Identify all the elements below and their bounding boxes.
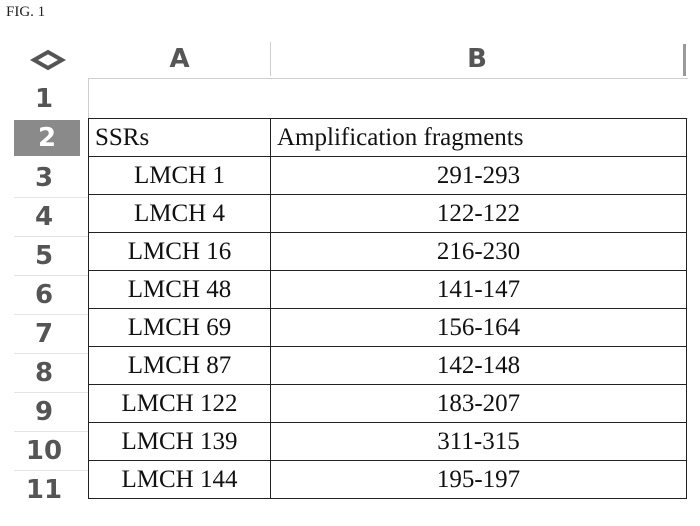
data-table xyxy=(88,118,687,499)
row-header-6[interactable]: 6 xyxy=(34,280,54,310)
table-row xyxy=(89,423,687,461)
cell-fragment[interactable]: 311-315 xyxy=(271,423,687,461)
cell-ssr[interactable]: LMCH 87 xyxy=(89,347,271,385)
row-header-divider xyxy=(14,197,88,198)
row-header-8[interactable]: 8 xyxy=(34,358,54,388)
cell-fragment[interactable]: 291-293 xyxy=(271,157,687,195)
row-header-4[interactable]: 4 xyxy=(34,202,54,232)
column-header-b[interactable]: B xyxy=(467,44,487,74)
row-header-divider xyxy=(14,431,88,432)
header-divider xyxy=(88,78,688,79)
cell-ssr[interactable]: LMCH 122 xyxy=(89,385,271,423)
row-header-divider xyxy=(14,392,88,393)
table-header-row xyxy=(89,119,687,157)
table-row xyxy=(89,385,687,423)
cell-fragment[interactable]: 141-147 xyxy=(271,271,687,309)
diamond-select-all-icon[interactable] xyxy=(30,47,66,73)
table-row xyxy=(89,309,687,347)
column-header-a[interactable]: A xyxy=(169,44,190,74)
row-header-divider xyxy=(88,78,89,118)
row-header-3[interactable]: 3 xyxy=(34,163,54,193)
cell-ssr[interactable]: LMCH 69 xyxy=(89,309,271,347)
cell-fragment[interactable]: 195-197 xyxy=(271,461,687,499)
table-row xyxy=(89,271,687,309)
header-cell-ssrs[interactable]: SSRs xyxy=(89,119,271,157)
row-header-divider xyxy=(14,236,88,237)
row-header-10[interactable]: 10 xyxy=(25,436,63,466)
cell-fragment[interactable]: 216-230 xyxy=(271,233,687,271)
row-header-divider xyxy=(14,275,88,276)
row-header-divider xyxy=(14,353,88,354)
row-header-11[interactable]: 11 xyxy=(25,475,63,505)
cell-fragment[interactable]: 122-122 xyxy=(271,195,687,233)
cell-fragment[interactable]: 183-207 xyxy=(271,385,687,423)
row-header-1[interactable]: 1 xyxy=(34,84,54,114)
table-row xyxy=(89,233,687,271)
row-header-divider xyxy=(14,314,88,315)
figure-label: FIG. 1 xyxy=(6,4,46,20)
row-header-7[interactable]: 7 xyxy=(34,319,54,349)
cell-ssr[interactable]: LMCH 139 xyxy=(89,423,271,461)
cell-fragment[interactable]: 142-148 xyxy=(271,347,687,385)
cell-ssr[interactable]: LMCH 4 xyxy=(89,195,271,233)
table-row xyxy=(89,157,687,195)
row-header-9[interactable]: 9 xyxy=(34,397,54,427)
cell-ssr[interactable]: LMCH 144 xyxy=(89,461,271,499)
cell-fragment[interactable]: 156-164 xyxy=(271,309,687,347)
cell-ssr[interactable]: LMCH 48 xyxy=(89,271,271,309)
cell-ssr[interactable]: LMCH 1 xyxy=(89,157,271,195)
cell-ssr[interactable]: LMCH 16 xyxy=(89,233,271,271)
table-row xyxy=(89,461,687,499)
column-resize-handle[interactable] xyxy=(683,44,686,76)
table-row xyxy=(89,195,687,233)
header-cell-amplification-fragments[interactable]: Amplification fragments xyxy=(271,119,687,157)
table-row xyxy=(89,347,687,385)
row-header-divider xyxy=(14,470,88,471)
row-header-5[interactable]: 5 xyxy=(34,241,54,271)
row-header-2-selected[interactable]: 2 xyxy=(14,120,80,156)
